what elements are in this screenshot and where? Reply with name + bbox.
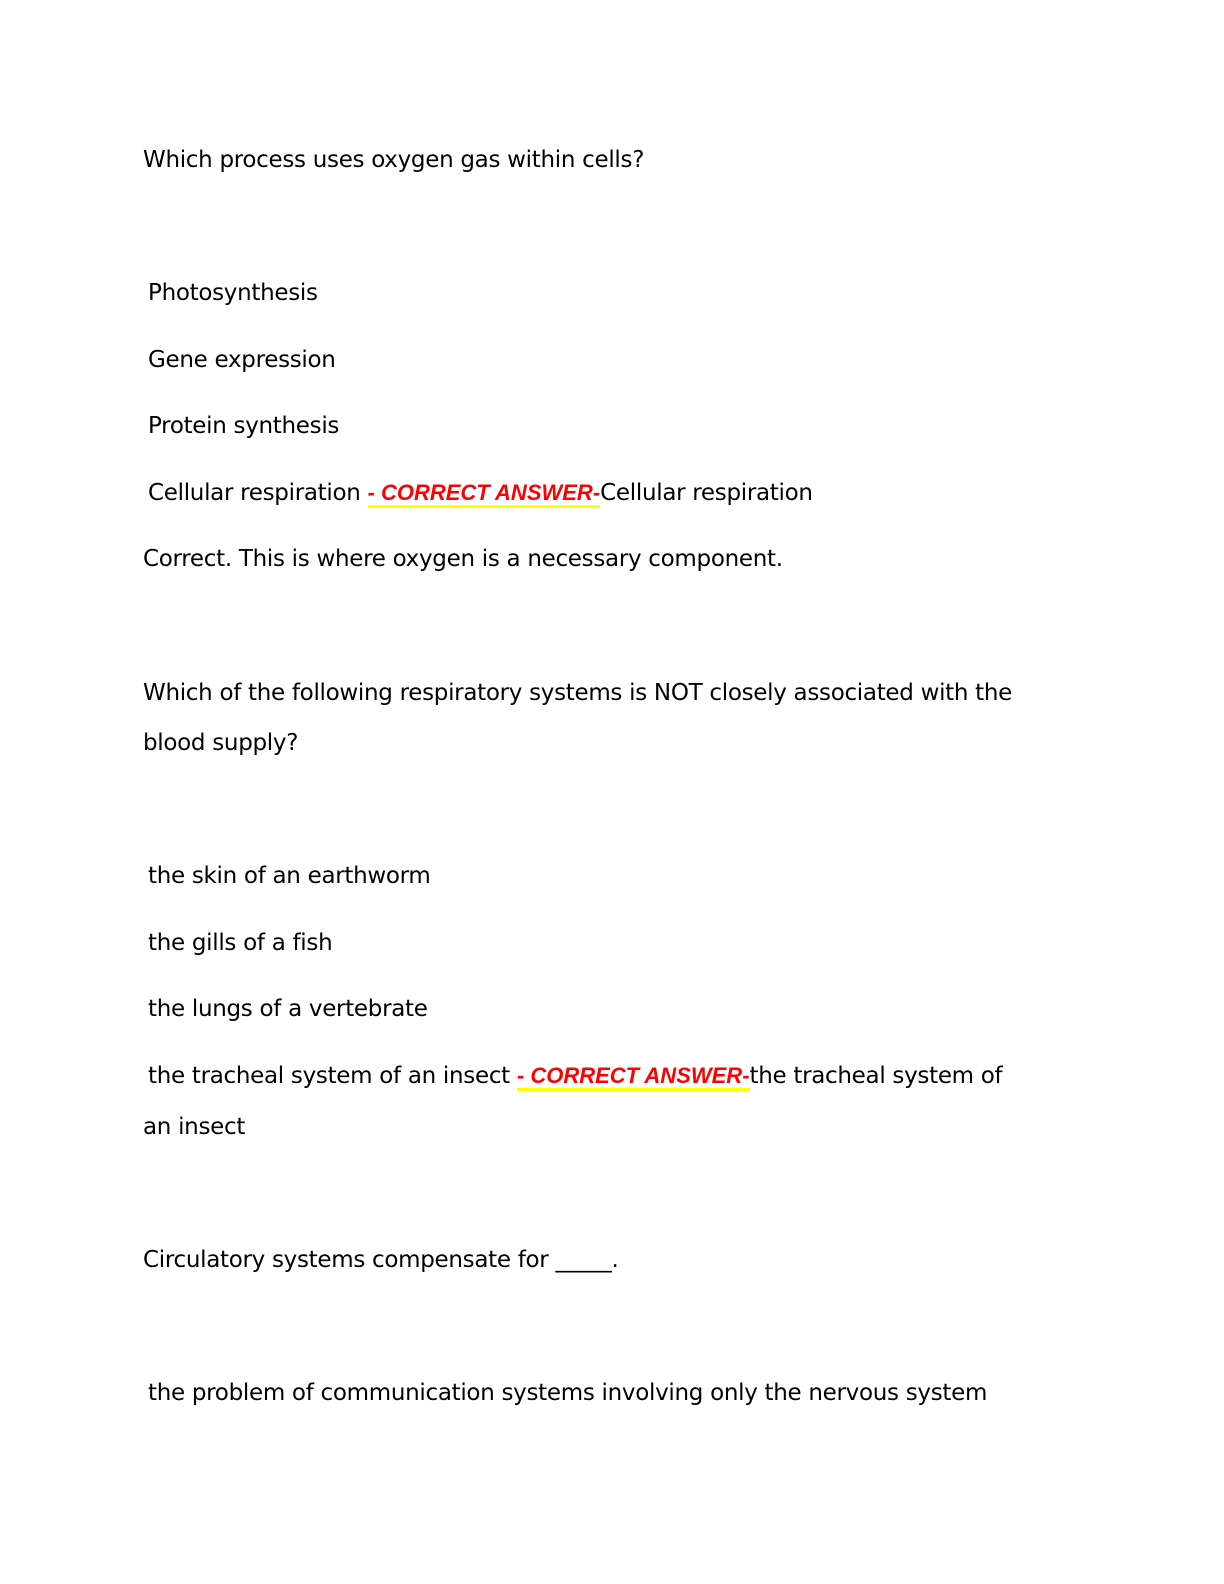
q1-explanation: Correct. This is where oxygen is a necessary component. — [143, 546, 783, 572]
q2-option-3: the lungs of a vertebrate — [148, 996, 428, 1022]
q1-answer: Cellular respiration — [600, 480, 813, 506]
q2-option-2: the gills of a fish — [148, 930, 333, 956]
q2-option-4-text: the tracheal system of an insect — [148, 1063, 510, 1089]
q3-option-1: the problem of communication systems involving only the nervous system — [148, 1380, 988, 1406]
q2-option-1: the skin of an earthworm — [148, 863, 431, 889]
q2-option-4 — [148, 1062, 1002, 1090]
question-1: Which process uses oxygen gas within cells? — [143, 147, 645, 173]
q1-option-4-text: Cellular respiration — [148, 480, 361, 506]
q1-option-2: Gene expression — [148, 347, 336, 373]
q2-answer-part-1: the tracheal system of — [749, 1063, 1003, 1089]
q2-answer-part-2: an insect — [143, 1114, 246, 1140]
q1-correct-answer-marker: - CORRECT ANSWER- — [368, 480, 601, 508]
question-2-line-1: Which of the following respiratory systems is NOT closely associated with the — [143, 680, 1013, 706]
q1-option-4 — [148, 479, 813, 507]
question-3: Circulatory systems compensate for _____. — [143, 1247, 619, 1273]
q2-correct-answer-marker: - CORRECT ANSWER- — [517, 1063, 750, 1091]
q1-option-3: Protein synthesis — [148, 413, 340, 439]
q1-option-1: Photosynthesis — [148, 280, 318, 306]
question-2-line-2: blood supply? — [143, 730, 299, 756]
